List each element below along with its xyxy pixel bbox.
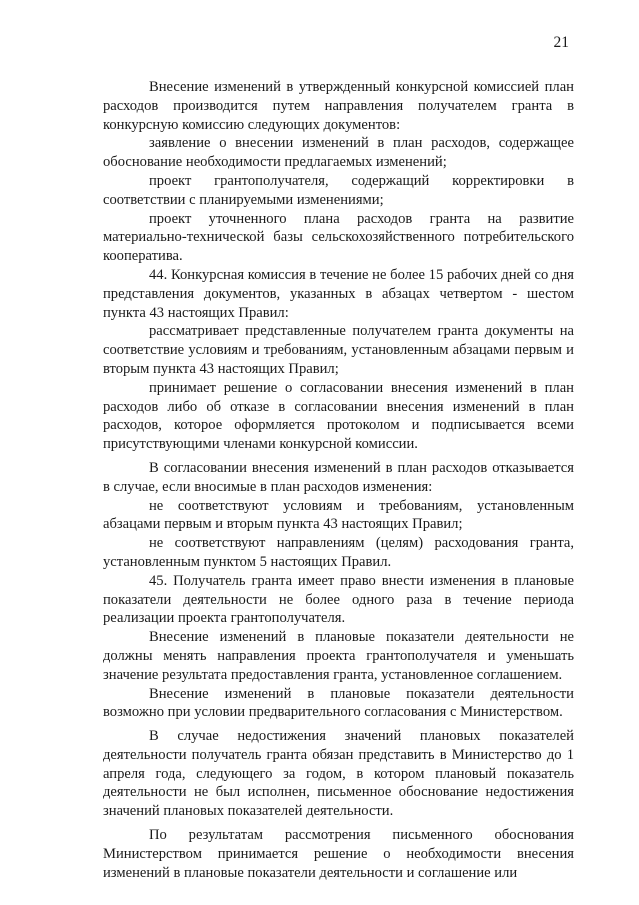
paragraph: не соответствуют условиям и требованиям, установленным абзацами первым и вторым пункта 43 настоящих Правил;	[103, 497, 574, 533]
paragraph: Внесение изменений в утвержденный конкурсной комиссией план расходов производится путем направления получателем гранта в конкурсную комиссию следующих документов:	[103, 79, 574, 133]
page-number: 21	[553, 34, 569, 51]
paragraph: Внесение изменений в плановые показатели деятельности не должны менять направления проекта грантополучателя и уменьшать значение результата предоставления гранта, установленное соглашением.	[103, 629, 574, 683]
paragraph: 44. Конкурсная комиссия в течение не более 15 рабочих дней со дня представления документов, указанных в абзацах четвертом - шестом пункта 43 настоящих Правил:	[103, 266, 574, 321]
paragraph: По результатам рассмотрения письменного обоснования Министерством принимается решение о необходимости внесения изменений в плановые показатели деятельности и соглашение или	[103, 827, 574, 881]
paragraph: Внесение изменений в плановые показатели деятельности возможно при условии предварительного согласования с Министерством.	[103, 685, 574, 721]
paragraph: В случае недостижения значений плановых показателей деятельности получатель гранта обязан представить в Министерство до 1 апреля года, следующего за годом, в котором плановый показатель деятельности не был исполнен, письменное обоснование недостижения значений плановых показателей деятельности.	[103, 728, 574, 820]
paragraph: В согласовании внесения изменений в план расходов отказывается в случае, если вносимые в план расходов изменения:	[103, 459, 574, 495]
paragraph: 45. Получатель гранта имеет право внести изменения в плановые показатели деятельности не более одного раза в течение периода реализации проекта грантополучателя.	[103, 572, 574, 627]
document-body	[103, 78, 574, 882]
paragraph: заявление о внесении изменений в план расходов, содержащее обоснование необходимости предлагаемых изменений;	[103, 135, 574, 171]
paragraph: проект уточненного плана расходов гранта на развитие материально-технической базы сельскохозяйственного потребительского кооператива.	[103, 210, 574, 265]
paragraph: рассматривает представленные получателем гранта документы на соответствие условиям и требованиям, установленным абзацами первым и вторым пункта 43 настоящих Правил;	[103, 323, 574, 377]
paragraph: проект грантополучателя, содержащий корректировки в соответствии с планируемыми изменениями;	[103, 172, 574, 208]
paragraph: принимает решение о согласовании внесения изменений в план расходов либо об отказе в согласовании внесения изменений в план расходов, которое оформляется протоколом и подписывается всеми присутствующими членами конкурсной комиссии.	[103, 379, 574, 453]
paragraph: не соответствуют направлениям (целям) расходования гранта, установленным пунктом 5 настоящих Правил.	[103, 535, 574, 570]
